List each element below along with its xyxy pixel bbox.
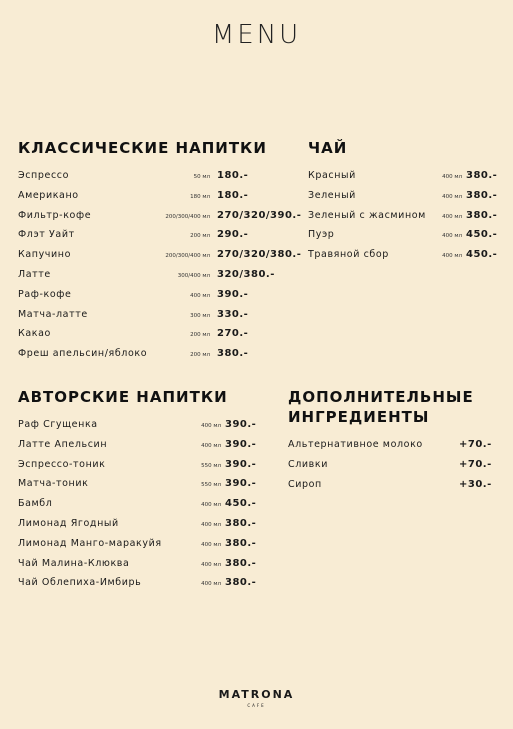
menu-item xyxy=(18,497,257,517)
menu-item xyxy=(18,347,267,367)
menu-list xyxy=(308,169,498,268)
item-price: 180.- xyxy=(217,170,249,181)
item-name: Эспрессо-тоник xyxy=(18,458,106,470)
menu-item xyxy=(18,209,302,229)
item-name: Чай Облепиха-Имбирь xyxy=(18,577,142,589)
item-volume: 400 мл xyxy=(201,581,221,588)
item-name: Фреш апельсин/яблоко xyxy=(18,348,148,360)
item-price: 270/320/380.- xyxy=(217,249,302,261)
menu-title: MENU xyxy=(211,20,302,50)
item-volume: 400 мл xyxy=(201,541,221,548)
item-name: Какао xyxy=(18,328,51,340)
menu-item xyxy=(18,517,257,537)
item-name: Сливки xyxy=(288,458,328,470)
item-volume: 400 мл xyxy=(201,561,221,568)
menu-item xyxy=(288,478,492,498)
menu-item xyxy=(18,189,267,209)
item-volume: 400 мл xyxy=(442,213,462,220)
item-price: 380.- xyxy=(466,170,498,181)
item-price: 380.- xyxy=(466,209,498,221)
menu-list xyxy=(18,418,257,596)
menu-item xyxy=(308,228,498,248)
item-volume: 400 мл xyxy=(201,521,221,528)
section-heading xyxy=(288,387,474,427)
menu-item xyxy=(18,458,257,478)
section-heading: ЧАЙ xyxy=(308,139,348,157)
item-price: 270/320/390.- xyxy=(217,209,302,221)
item-price: 380.- xyxy=(225,517,257,529)
item-volume: 180 мл xyxy=(190,193,210,200)
menu-item xyxy=(18,268,275,288)
item-name: Фильтр-кофе xyxy=(18,209,92,221)
logo-subtitle: CAFE xyxy=(247,703,266,708)
item-volume: 200 мл xyxy=(190,233,210,240)
item-volume: 550 мл xyxy=(201,462,221,469)
menu-list xyxy=(288,438,492,497)
item-price: 290.- xyxy=(217,229,249,241)
item-name: Зеленый xyxy=(308,189,356,201)
extras-section xyxy=(288,387,492,497)
menu-item xyxy=(308,189,498,209)
item-price: +70.- xyxy=(459,439,492,450)
item-name: Сироп xyxy=(288,478,322,490)
item-price: 180.- xyxy=(217,189,249,201)
item-volume: 400 мл xyxy=(442,193,462,200)
item-volume: 300/400 мл xyxy=(177,272,210,279)
item-price: 390.- xyxy=(225,478,257,490)
menu-item xyxy=(308,248,498,268)
item-price: 390.- xyxy=(217,288,249,300)
section-heading-line: ИНГРЕДИЕНТЫ xyxy=(288,408,430,426)
item-name: Раф-кофе xyxy=(18,288,72,300)
item-volume: 200/300/400 мл xyxy=(165,213,210,220)
item-name: Бамбл xyxy=(18,498,53,510)
item-name: Американо xyxy=(18,189,79,201)
logo-name: MATRONA xyxy=(218,688,295,701)
item-name: Лимонад Ягодный xyxy=(18,517,119,529)
item-price: +70.- xyxy=(459,458,492,470)
item-name: Латте Апельсин xyxy=(18,438,108,450)
menu-item xyxy=(288,438,492,458)
section-heading: КЛАССИЧЕСКИЕ НАПИТКИ xyxy=(18,139,267,157)
menu-item xyxy=(18,576,257,596)
item-price: 270.- xyxy=(217,328,249,340)
item-price: 320/380.- xyxy=(217,268,275,280)
item-name: Матча-тоник xyxy=(18,478,89,490)
item-price: 390.- xyxy=(225,458,257,470)
menu-item xyxy=(308,169,498,189)
item-price: 380.- xyxy=(225,577,257,589)
item-volume: 400 мл xyxy=(190,292,210,299)
item-price: 380.- xyxy=(225,557,257,569)
classic-drinks-section xyxy=(18,138,302,367)
menu-item xyxy=(18,477,257,497)
item-name: Эспрессо xyxy=(18,170,70,181)
section-heading-line: ДОПОЛНИТЕЛЬНЫЕ xyxy=(288,388,474,406)
menu-item xyxy=(288,458,492,478)
item-name: Чай Малина-Клюква xyxy=(18,557,130,569)
item-price: 450.- xyxy=(466,249,498,261)
item-volume: 400 мл xyxy=(442,233,462,240)
cafe-logo xyxy=(0,688,513,708)
item-name: Матча-латте xyxy=(18,308,88,320)
item-price: 390.- xyxy=(225,438,257,450)
item-price: 390.- xyxy=(225,419,257,430)
item-volume: 400 мл xyxy=(442,174,462,180)
item-name: Капучино xyxy=(18,249,72,261)
item-volume: 400 мл xyxy=(201,502,221,509)
item-name: Раф Сгущенка xyxy=(18,419,98,430)
item-name: Флэт Уайт xyxy=(18,229,75,241)
tea-section xyxy=(308,138,498,268)
item-volume: 400 мл xyxy=(442,253,462,260)
menu-item xyxy=(18,288,267,308)
menu-item xyxy=(18,418,257,438)
item-name: Зеленый с жасмином xyxy=(308,209,426,221)
menu-item xyxy=(18,537,257,557)
item-price: 380.- xyxy=(466,189,498,201)
item-price: 330.- xyxy=(217,308,249,320)
item-price: 450.- xyxy=(466,229,498,241)
menu-list xyxy=(18,169,302,367)
section-heading: АВТОРСКИЕ НАПИТКИ xyxy=(18,388,228,406)
item-volume: 400 мл xyxy=(201,423,221,429)
item-price: 380.- xyxy=(225,537,257,549)
item-volume: 550 мл xyxy=(201,482,221,489)
menu-item xyxy=(308,209,498,229)
item-name: Лимонад Манго-маракуйя xyxy=(18,537,162,549)
menu-item xyxy=(18,557,257,577)
item-name: Красный xyxy=(308,170,356,181)
item-volume: 50 мл xyxy=(193,174,210,180)
item-volume: 200 мл xyxy=(190,332,210,339)
item-price: +30.- xyxy=(459,478,492,490)
item-volume: 200 мл xyxy=(190,352,210,359)
item-volume: 400 мл xyxy=(201,442,221,449)
item-name: Альтернативное молоко xyxy=(288,439,423,450)
item-name: Травяной сбор xyxy=(308,249,389,261)
item-price: 450.- xyxy=(225,498,257,510)
menu-item xyxy=(18,438,257,458)
menu-item xyxy=(18,169,267,189)
item-name: Пуэр xyxy=(308,229,335,241)
item-volume: 200/300/400 мл xyxy=(165,253,210,260)
menu-item xyxy=(18,228,267,248)
item-price: 380.- xyxy=(217,348,249,360)
item-volume: 300 мл xyxy=(190,312,210,319)
menu-item xyxy=(18,248,302,268)
menu-item xyxy=(18,308,267,328)
signature-drinks-section xyxy=(18,387,257,596)
menu-item xyxy=(18,327,267,347)
item-name: Латте xyxy=(18,268,51,280)
